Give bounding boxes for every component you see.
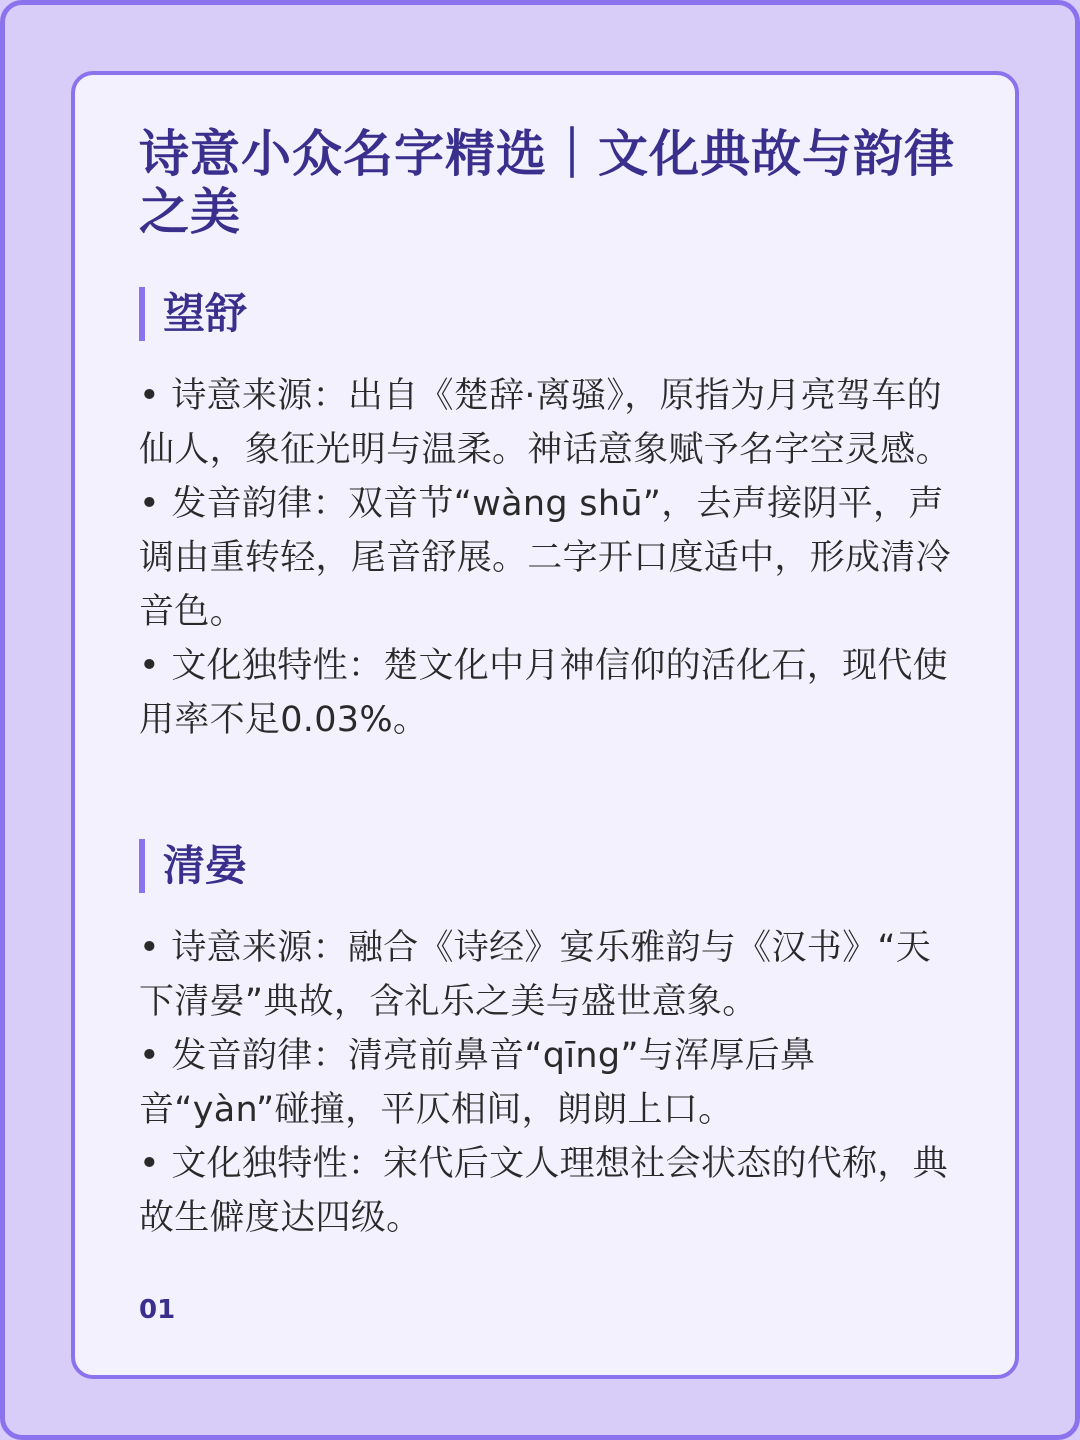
page-number: 01 <box>139 1295 176 1325</box>
list-item: • 诗意来源：出自《楚辞·离骚》，原指为月亮驾车的仙人，象征光明与温柔。神话意象赋予名字空灵感。 <box>139 376 951 470</box>
list-item: • 文化独特性：楚文化中月神信仰的活化石，现代使用率不足0.03%。 <box>139 646 948 740</box>
list-item: • 诗意来源：融合《诗经》宴乐雅韵与《汉书》“天下清晏”典故，含礼乐之美与盛世意象。 <box>139 928 932 1022</box>
section-body-wangshu <box>139 369 959 747</box>
list-item: • 发音韵律：双音节“wàng shū”，去声接阴平，声调由重转轻，尾音舒展。二字开口度适中，形成清冷音色。 <box>139 484 951 632</box>
section-heading-qingyan: 清晏 <box>139 839 247 893</box>
list-item: • 发音韵律：清亮前鼻音“qīng”与浑厚后鼻音“yàn”碰撞，平仄相间，朗朗上口。 <box>139 1036 816 1130</box>
section-heading-wangshu: 望舒 <box>139 287 247 341</box>
section-body-qingyan <box>139 921 959 1245</box>
content-card <box>71 71 1019 1379</box>
list-item: • 文化独特性：宋代后文人理想社会状态的代称，典故生僻度达四级。 <box>139 1144 948 1238</box>
page-title: 诗意小众名字精选｜文化典故与韵律之美 <box>139 125 955 241</box>
